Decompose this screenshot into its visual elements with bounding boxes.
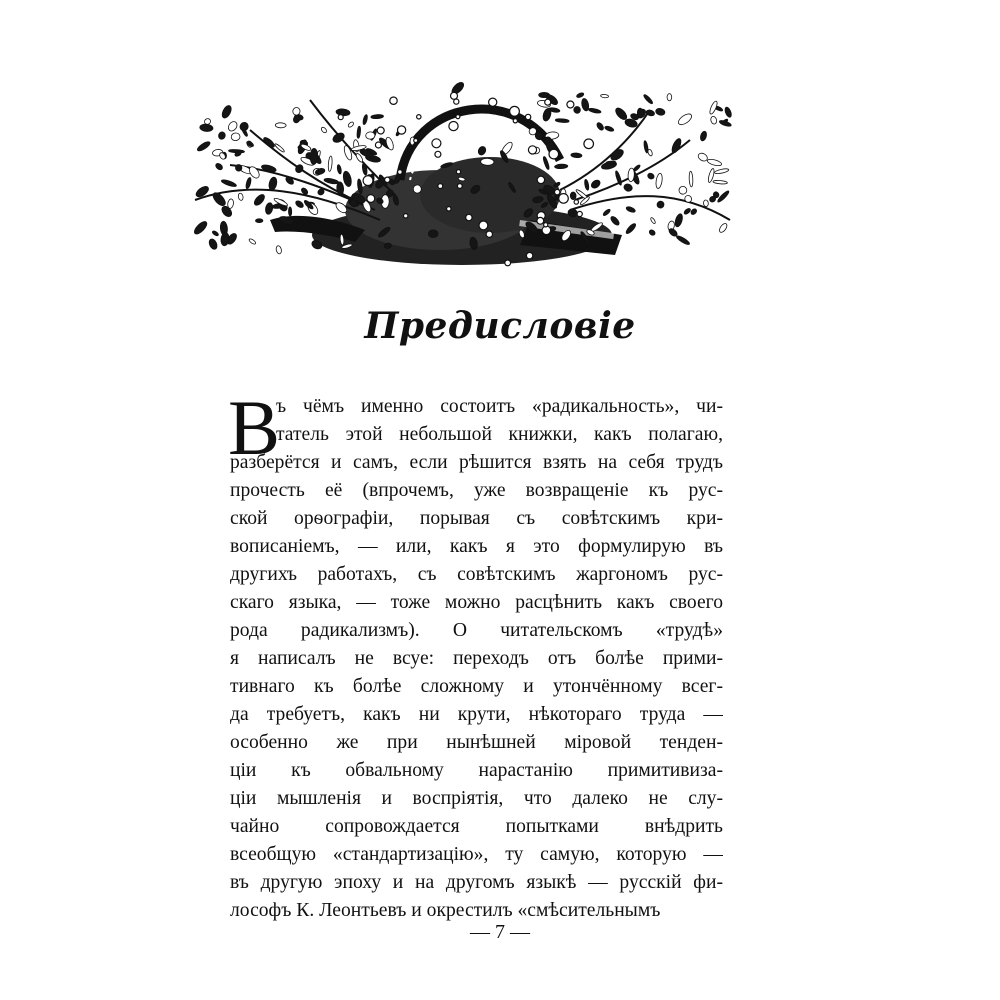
chapter-title: Предисловіе <box>364 305 636 347</box>
text-line: ціи къ обвальному нарастанію примитивиза- <box>230 760 723 781</box>
text-line: рода радикализмъ). О читательскомъ «трудѣ» <box>230 620 723 641</box>
text-line: вописаніемъ, — или, какъ я это формулирую въ <box>230 536 723 557</box>
floral-wreath-ornament-icon <box>190 70 735 275</box>
text-line: въ другую эпоху и на другомъ языкѣ — русскій фи- <box>230 872 723 893</box>
text-line: скаго языка, — тоже можно расцѣнить какъ своего <box>230 592 723 613</box>
text-line: я написалъ не всуе: переходъ отъ болѣе прими- <box>230 648 723 669</box>
text-line: ъ чёмъ именно состоитъ «радикальность», чи- <box>276 396 723 417</box>
text-line: татель этой небольшой книжки, какъ полагаю, <box>276 424 723 445</box>
body-paragraph <box>228 384 723 925</box>
text-line: всеобщую «стандартизацію», ту самую, которую — <box>230 844 723 865</box>
ornament-drawing <box>192 80 732 265</box>
text-line: особенно же при нынѣшней міровой тенден- <box>230 732 723 753</box>
drop-cap-letter: В <box>228 384 281 471</box>
text-line: разберётся и самъ, если рѣшится взять на себя трудъ <box>230 452 723 473</box>
page-number: — 7 — <box>470 921 530 943</box>
text-line: тивнаго къ болѣе сложному и утончённому всег- <box>230 676 723 697</box>
text-line: ской орѳографіи, порывая съ совѣтскимъ кри- <box>230 508 723 529</box>
text-line: чайно сопровождается попытками внѣдрить <box>230 816 723 837</box>
text-line: ціи мышленія и воспріятія, что далеко не слу- <box>230 788 723 809</box>
text-line: лософъ К. Леонтьевъ и окрестилъ «смѣсительнымъ <box>230 900 661 921</box>
text-line: другихъ работахъ, съ совѣтскимъ жаргономъ рус- <box>230 564 723 585</box>
text-line: прочесть её (впрочемъ, уже возвращеніе къ рус- <box>230 480 723 501</box>
text-line: да требуетъ, какъ ни крути, нѣкотораго труда — <box>230 704 723 725</box>
